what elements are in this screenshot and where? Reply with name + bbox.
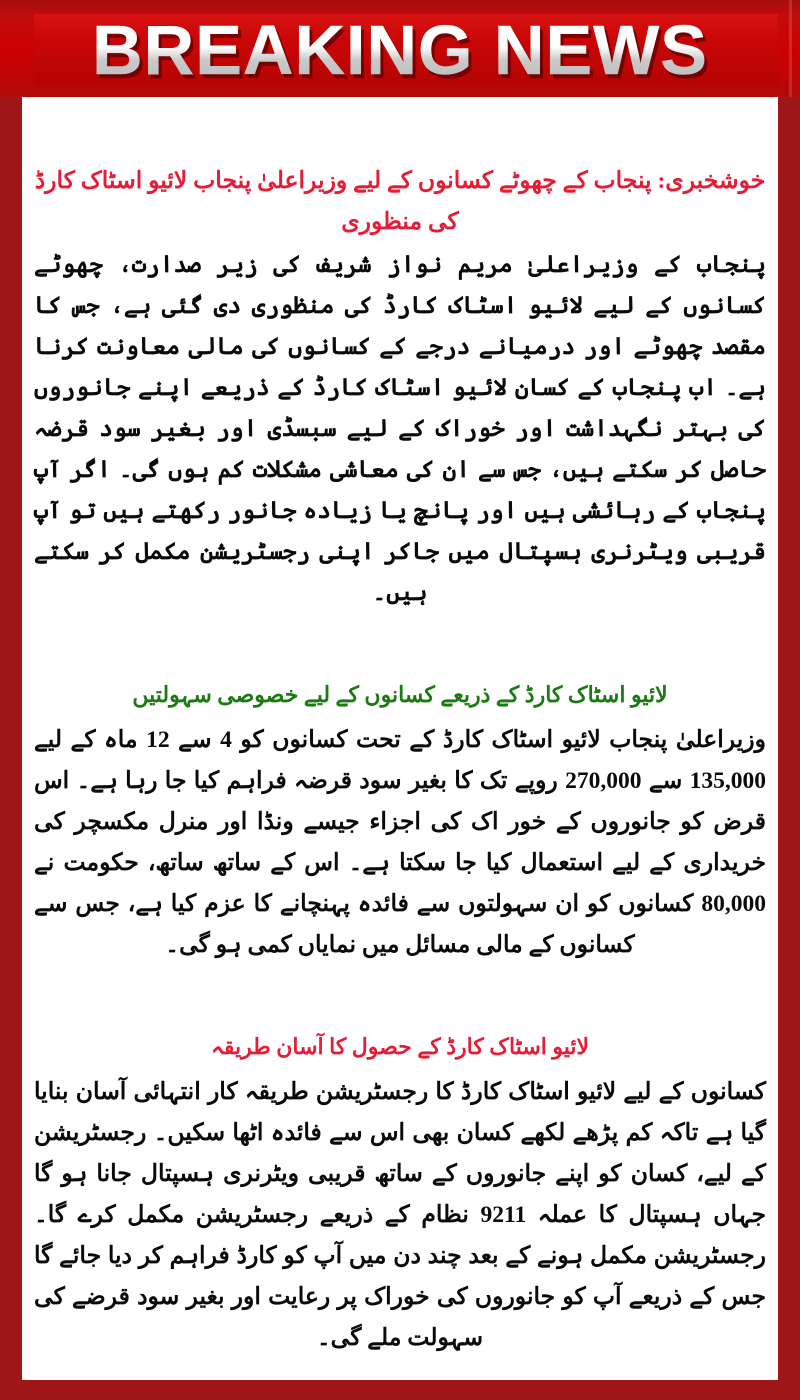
article-paragraph-3: کسانوں کے لیے لائیو اسٹاک کارڈ کا رجسٹریشن طریقہ کار انتہائی آسان بنایا گیا ہے تاکہ کم پڑھے لکھے کسان بھی اس سے فائدہ اٹھا سکیں۔ رجسٹریشن کے لیے، کسان کو اپنے جانوروں کے ساتھ قریبی ویٹرنری ہسپتال جانا ہو گا جہاں ہسپتال کا عملہ 9211 نظام کے ذریعے رجسٹریشن مکمل کرے گا۔ رجسٹریشن مکمل ہونے کے بعد چند دن میں آپ کو کارڈ فراہم کر دیا جائے گا جس کے ذریعے آپ کو جانوروں کی خوراک پر رعایت اور بغیر سود قرضے کی سہولت ملے گی۔ xyxy=(34,1079,766,1351)
subheading-livestock-card-facilities: لائیو اسٹاک کارڈ کے ذریعے کسانوں کے لیے خصوصی سہولتیں xyxy=(132,682,668,707)
article-headline: خوشخبری: پنجاب کے چھوٹے کسانوں کے لیے وزیراعلیٰ پنجاب لائیو اسٹاک کارڈ کی منظوری xyxy=(34,168,766,235)
article-paragraph-2: وزیراعلیٰ پنجاب لائیو اسٹاک کارڈ کے تحت کسانوں کو 4 سے 12 ماہ کے لیے 135,000 سے 270,000 روپے تک کا بغیر سود قرضہ فراہم کیا جا رہا ہے۔ اس قرض کو جانوروں کے خور اک کی اجزاء جیسے ونڈا اور منرل مکسچر کی خریداری کے لیے استعمال کیا جا سکتا ہے۔ اس کے ساتھ ساتھ، حکومت نے 80,000 کسانوں کو ان سہولتوں سے فائدہ پہنچانے کا عزم کیا ہے، جس سے کسانوں کے مالی مسائل میں نمایاں کمی ہو گی۔ xyxy=(34,727,767,958)
article-content xyxy=(26,103,774,1359)
article-frame-inner xyxy=(22,97,778,1380)
breaking-news-title: BREAKING NEWS xyxy=(0,8,800,92)
article-paragraph-1: پنجاب کے وزیراعلیٰ مریم نواز شریف کی زیر صدارت، چھوٹے کسانوں کے لیے لائیو اسٹاک کارڈ کی منظوری دی گئی ہے، جس کا مقصد چھوٹے اور درمیانے درجے کے کسانوں کی مالی معاونت کرنا ہے۔ اب پنجاب کے کسان لائیو اسٹاک کارڈ کے ذریعے اپنے جانوروں کی بہتر نگہداشت اور خوراک کے لیے سبسڈی اور بغیر سود قرضہ حاصل کر سکتے ہیں، جس سے ان کی معاشی مشکلات کم ہوں گی۔ اگر آپ پنجاب کے رہائشی ہیں اور پانچ یا زیادہ جانور رکھتے ہیں تو آپ قریبی ویٹرنری ہسپتال میں جاکر اپنی رجسٹریشن مکمل کر سکتے ہیں۔ xyxy=(34,252,766,606)
subheading-how-to-get-card: لائیو اسٹاک کارڈ کے حصول کا آسان طریقہ xyxy=(210,1034,590,1059)
article-frame xyxy=(0,97,800,1400)
breaking-news-banner xyxy=(0,0,800,97)
